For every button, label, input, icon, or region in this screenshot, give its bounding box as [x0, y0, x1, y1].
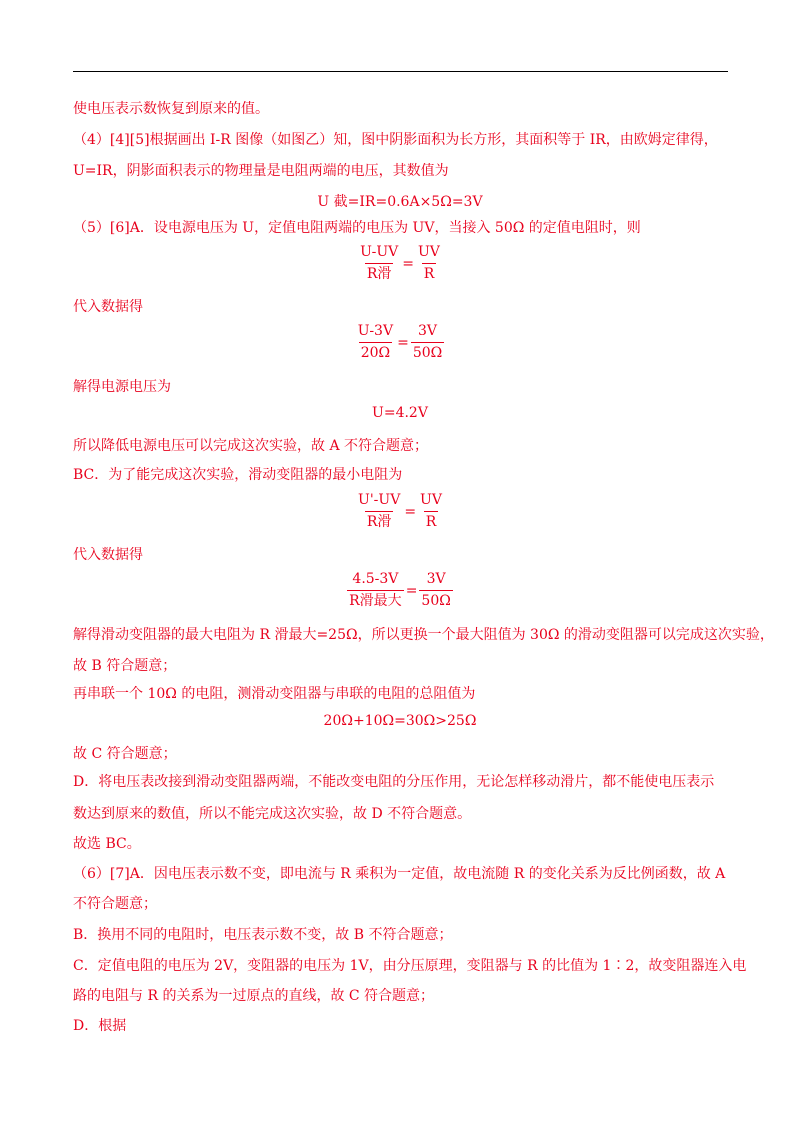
text-line: 路的电阻与 R 的关系为一过原点的直线，故 C 符合题意；: [73, 988, 435, 1004]
equation-source-voltage: U=4.2V: [372, 405, 428, 421]
equation-voltage: U 截=IR=0.6A×5Ω=3V: [317, 194, 483, 210]
text-line: 再串联一个 10Ω 的电阻，测滑动变阻器与串联的电阻的总阻值为: [73, 686, 476, 702]
text-line: 不符合题意；: [73, 896, 157, 912]
equation-fraction-4: $\frac{4.5-3V}{\text{R滑最大}}$ = $\frac{3V}{50\Omega}$: [349, 571, 451, 609]
text-line: （5）[6]A．设电源电压为 U，定值电阻两端的电压为 UV，当接入 50Ω 的定值电阻时，则: [73, 220, 641, 236]
text-line: 使电压表示数恢复到原来的值。: [73, 101, 269, 117]
text-line: （6）[7]A．因电压表示数不变，即电流与 R 乘积为一定值，故电流随 R 的变化关系为反比例函数，故 A: [73, 866, 726, 882]
equation-fraction-3: $\frac{U'-UV}{\text{R滑}}$ = $\frac{UV}{R}$: [358, 492, 442, 530]
text-line: 数达到原来的数值，所以不能完成这次实验，故 D 不符合题意。: [73, 806, 472, 822]
text-line: 代入数据得: [73, 547, 143, 563]
text-line: D．将电压表改接到滑动变阻器两端，不能改变电阻的分压作用，无论怎样移动滑片，都不能使电压表示: [73, 774, 715, 790]
equation-fraction-2: $\frac{U-3V}{20\Omega}$ = $\frac{3V}{50\Omega}$: [357, 323, 443, 361]
text-line: 所以降低电源电压可以完成这次实验，故 A 不符合题意；: [73, 438, 429, 454]
equation-fraction-1: $\frac{U-UV}{\text{R滑}}$ = $\frac{UV}{R}$: [360, 244, 440, 282]
text-line: 故 B 符合题意；: [73, 658, 177, 674]
text-line: 解得电源电压为: [73, 379, 171, 395]
text-line: U=IR，阴影面积表示的物理量是电阻两端的电压，其数值为: [73, 163, 449, 179]
text-line: D．根据: [73, 1018, 127, 1034]
text-line: （4）[4][5]根据画出 I-R 图像（如图乙）知，图中阴影面积为长方形，其面积等于 IR，由欧姆定律得，: [73, 132, 718, 148]
text-line: BC．为了能完成这次实验，滑动变阻器的最小电阻为: [73, 467, 403, 483]
equation-resistance-sum: 20Ω+10Ω=30Ω>25Ω: [323, 713, 477, 729]
text-line: C．定值电阻的电压为 2V，变阻器的电压为 1V，由分压原理，变阻器与 R 的比值为 1∶2，故变阻器连入电: [73, 958, 747, 974]
text-line: 故 C 符合题意；: [73, 746, 177, 762]
header-rule: [73, 71, 728, 72]
text-line: 故选 BC。: [73, 836, 141, 852]
text-line: 代入数据得: [73, 299, 143, 315]
text-line: B．换用不同的电阻时，电压表示数不变，故 B 不符合题意；: [73, 927, 453, 943]
text-line: 解得滑动变阻器的最大电阻为 R 滑最大=25Ω，所以更换一个最大阻值为 30Ω 的滑动变阻器可以完成这次实验，: [73, 627, 774, 643]
